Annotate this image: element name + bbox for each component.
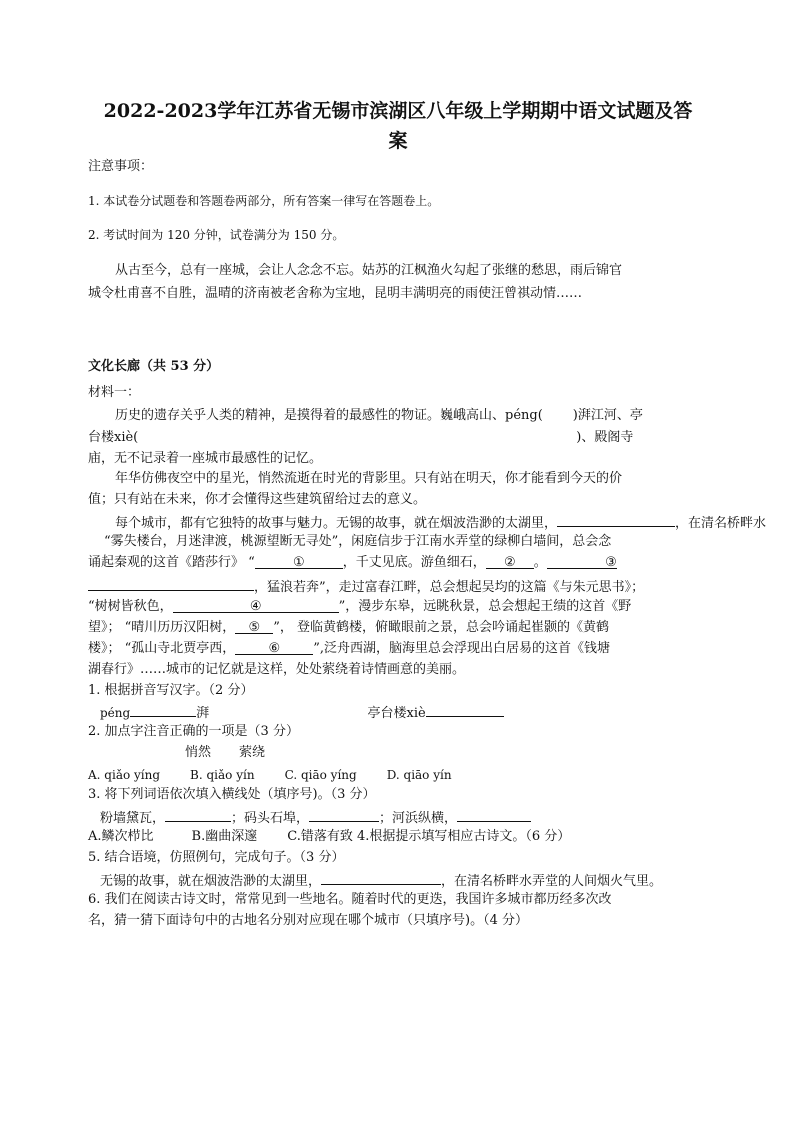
paragraph-line — [88, 640, 610, 658]
text-segment: ；河浜纵横， — [379, 811, 458, 826]
intro-line-2: 城令杜甫喜不自胜，温晴的济南被老舍称为宝地，昆明丰满明亮的雨使汪曾祺动情…… — [88, 286, 583, 301]
text-segment: ，在清名桥畔水弄堂的人间烟火气里。 — [441, 874, 663, 889]
text-segment: 。 — [533, 555, 547, 570]
answer-blank[interactable] — [130, 702, 196, 717]
text-segment: “树树皆秋色， — [88, 599, 173, 614]
text-segment: 无锡的故事，就在烟波浩渺的太湖里， — [100, 874, 322, 889]
answer-blank[interactable] — [309, 807, 379, 822]
text-segment: 望》； “晴川历历汉阳树， — [88, 620, 236, 635]
text-segment: ，在清名桥畔水 — [675, 516, 767, 531]
paragraph-line — [88, 429, 633, 447]
paragraph-line — [88, 576, 644, 597]
paragraph-line — [115, 407, 643, 425]
answer-blank-3[interactable]: ③ — [547, 554, 617, 569]
answer-blank[interactable] — [321, 870, 441, 885]
option-d[interactable]: D. qiāo yín — [386, 768, 452, 782]
text-segment: ；码头石埠， — [231, 811, 310, 826]
paragraph-line — [88, 598, 631, 616]
answer-blank-2[interactable]: ② — [486, 554, 534, 569]
question-3: 3. 将下列词语依次填入横线处（填序号)。（3 分） — [88, 787, 376, 802]
answer-blank[interactable] — [426, 702, 504, 717]
question-6-line-1: 6. 我们在阅读古诗文时，常常见到一些地名。随着时代的更迭，我国许多城市都历经多次改 — [88, 892, 612, 907]
title-line-1: 2022-2023学年江苏省无锡市滨湖区八年级上学期期中语文试题及答 — [103, 100, 693, 122]
document-title — [78, 96, 718, 156]
answer-blank-5[interactable]: ⑤ — [235, 619, 273, 634]
question-2: 2. 加点字注音正确的一项是（3 分） — [88, 724, 299, 739]
text-segment: 台楼xiè( — [88, 430, 139, 445]
notice-heading: 注意事项： — [88, 159, 154, 174]
question-5-sentence — [100, 870, 662, 891]
text-segment: ，千丈见底。游鱼细石， — [342, 555, 486, 570]
text-segment: 每个城市，都有它独特的故事与魅力。无锡的故事，就在烟波浩渺的太湖里， — [115, 516, 558, 531]
option-c[interactable]: C. qiāo yíng — [284, 768, 357, 782]
intro-line-1: 从古至今，总有一座城，会让人念念不忘。姑苏的江枫渔火勾起了张继的愁思，雨后锦官 — [115, 263, 623, 278]
text-segment: 楼》； “孤山寺北贾亭西， — [88, 641, 236, 656]
answer-blank-1[interactable]: ① — [255, 554, 343, 569]
text-segment: 亭台楼xiè — [367, 706, 426, 721]
text-segment: 粉墙黛瓦， — [100, 811, 166, 826]
paragraph-line: 年华仿佛夜空中的星光，悄然流逝在时光的背影里。只有站在明天，你才能看到今天的价 — [115, 471, 623, 486]
answer-blank-3-cont[interactable] — [88, 576, 254, 591]
material-heading: 材料一： — [88, 385, 141, 400]
answer-blank-4[interactable]: ④ — [173, 598, 339, 613]
text-segment: 历史的遗存关乎人类的精神，是摸得着的最感性的物证。巍峨高山、péng( — [115, 408, 543, 423]
question-3-sentence — [100, 807, 531, 828]
text-segment: ”， 登临黄鹤楼，俯瞰眼前之景，总会吟诵起崔颢的《黄鹤 — [273, 620, 610, 635]
text-segment: ，猛浪若奔”，走过富春江畔，总会想起吴均的这篇《与朱元思书》； — [254, 580, 645, 595]
paragraph-line — [88, 554, 617, 572]
answer-blank[interactable] — [557, 512, 675, 527]
question-3-options — [88, 828, 570, 846]
option-c[interactable]: C.错落有致 4.根据提示填写相应古诗文。（6 分） — [287, 829, 571, 844]
text-segment: 诵起秦观的这首《踏莎行》 “ — [88, 555, 255, 570]
answer-blank[interactable] — [457, 807, 531, 822]
paragraph-line: 湖春行》……城市的记忆就是这样，处处萦绕着诗情画意的美丽。 — [88, 662, 466, 677]
paragraph-line — [115, 512, 766, 533]
answer-blank[interactable] — [165, 807, 231, 822]
text-segment: )湃江河、亭 — [572, 408, 643, 423]
option-a[interactable]: A. qiǎo yíng — [88, 768, 161, 782]
question-2-words — [185, 744, 265, 762]
paragraph-line: 值；只有站在未来，你才会懂得这些建筑留给过去的意义。 — [88, 492, 427, 507]
question-2-options — [88, 766, 452, 784]
text-segment: ”,泛舟西湖，脑海里总会浮现出白居易的这首《钱塘 — [313, 641, 611, 656]
notice-item-2: 2. 考试时间为 120 分钟，试卷满分为 150 分。 — [88, 228, 345, 242]
option-b[interactable]: B. qiǎo yín — [190, 768, 255, 782]
word-1: 悄然 — [185, 745, 212, 760]
question-5: 5. 结合语境，仿照例句，完成句子。（3 分） — [88, 850, 345, 865]
title-line-2: 案 — [388, 130, 408, 152]
notice-item-1: 1. 本试卷分试题卷和答题卷两部分，所有答案一律写在答题卷上。 — [88, 194, 440, 208]
text-segment: )、殿阁寺 — [576, 430, 634, 445]
word-2: 萦绕 — [239, 745, 266, 760]
option-b[interactable]: B.幽曲深邃 — [191, 829, 258, 844]
text-segment: ”，漫步东皋，远眺秋景，总会想起王绩的这首《野 — [338, 599, 632, 614]
pinyin-label: péng — [100, 706, 131, 720]
paragraph-line: 庙，无不记录着一座城市最感性的记忆。 — [88, 451, 323, 466]
question-6-line-2: 名，猜一猜下面诗句中的古地名分别对应现在哪个城市（只填序号)。（4 分） — [88, 913, 528, 928]
paragraph-line: “雾失楼台，月迷津渡，桃源望断无寻处”，闲庭信步于江南水弄堂的绿柳白墙间，总会念 — [104, 534, 612, 549]
text-segment: 湃 — [196, 706, 210, 721]
paragraph-line — [88, 619, 609, 637]
answer-blank-6[interactable]: ⑥ — [235, 640, 313, 655]
question-1-items — [100, 702, 504, 723]
question-1: 1. 根据拼音写汉字。（2 分） — [88, 683, 254, 698]
section-heading: 文化长廊（共 53 分） — [88, 359, 220, 374]
option-a[interactable]: A.鳞次栉比 — [88, 829, 154, 844]
